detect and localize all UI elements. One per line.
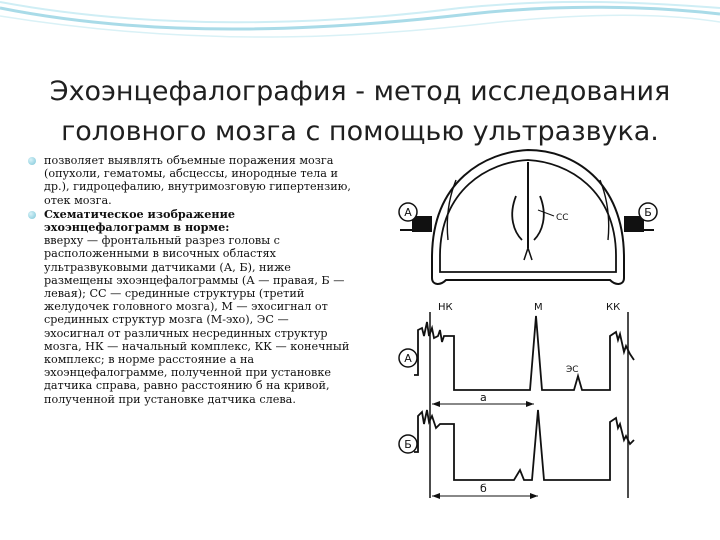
distance-a-label: а — [480, 391, 487, 404]
echogram-a — [414, 316, 634, 390]
bullet-item-2 — [22, 208, 352, 406]
echoencephalogram-figure — [396, 140, 716, 510]
bullet-list — [22, 154, 352, 406]
m-label: М — [534, 302, 543, 313]
title-line-2: головного мозга с помощью ультразвука. — [61, 116, 659, 147]
curve-a-label: А — [404, 352, 412, 365]
distance-b-label: б — [480, 482, 487, 495]
cc-label: СС — [556, 213, 569, 223]
sensor-a-label: А — [404, 206, 412, 219]
bullet-item-1 — [22, 154, 352, 207]
kk-label: КК — [606, 302, 621, 313]
bullet-dot-icon — [28, 211, 36, 219]
curve-b-label: Б — [404, 438, 412, 451]
bullet-2-heading: Схематическое изображение эхоэнцефалограмм в норме: — [44, 206, 236, 235]
bullet-dot-icon — [28, 157, 36, 165]
es-label: ЭС — [566, 365, 579, 375]
bullet-1-text: позволяет выявлять объемные поражения мозга (опухоли, гематомы, абсцессы, инородные тела и др.), гидроцефалию, внутримозговую гипертензию, отек мозга. — [44, 154, 351, 207]
echogram-b — [414, 410, 634, 480]
title-line-1: Эхоэнцефалография - метод исследования — [49, 76, 671, 107]
sensor-b-label: Б — [644, 206, 652, 219]
bullet-2-text: вверху — фронтальный разрез головы с расположенными в височных областях ультразвуковыми датчиками (А, Б), ниже размещены эхоэнцефалограммы (А — правая, Б — левая); СС — срединные структуры (третий желудочек головного мозга), М — эхосигнал от срединных структур мозга (М-эхо), ЭС — эхосигнал от различных несрединных структур мозга, НК — начальный комплекс, КК — конечный комплекс; в норме расстояние а на эхоэнцефалограмме, полученной при установке датчика справа, равно расстоянию б на кривой, полученной при установке датчика слева. — [44, 234, 350, 406]
nk-label: НК — [438, 302, 453, 313]
head-cross-section — [432, 150, 624, 284]
decorative-top-wave — [0, 0, 720, 60]
